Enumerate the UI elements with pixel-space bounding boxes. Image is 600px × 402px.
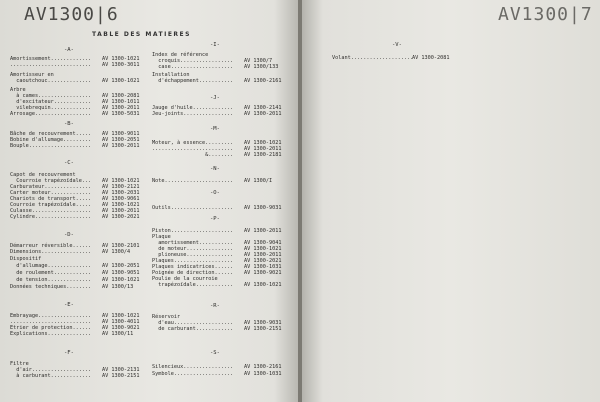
entry-label: Note...................... <box>152 178 234 184</box>
section-letter: -I- <box>210 42 220 48</box>
index-entry <box>332 55 450 61</box>
entry-label: .......................... <box>152 146 234 152</box>
entry-reference: AV 1300-2081 <box>412 55 450 61</box>
entry-reference: AV 1300-9021 <box>102 325 140 331</box>
entry-label: de carburant............ <box>152 326 234 332</box>
entry-label: à cames................. <box>10 93 92 99</box>
entry-label: Plaques indicatrices...... <box>152 264 234 270</box>
entry-label: Carburateur............... <box>10 184 92 190</box>
entry-reference: AV 1300-1021 <box>244 282 282 288</box>
entry-label: Données techniques........ <box>10 284 92 290</box>
entry-label: amortissement........... <box>152 240 234 246</box>
entry-label: Silencieux................ <box>152 364 234 370</box>
entry-label: Dispositif <box>10 256 42 262</box>
page-code: AV1300|7 <box>498 4 593 25</box>
entry-label: vilebrequin............. <box>10 105 92 111</box>
entry-reference: AV 1300-2051 <box>102 137 140 143</box>
section-letter: -R- <box>210 303 220 309</box>
entry-reference: AV 1300-2151 <box>102 373 140 379</box>
section-letter: -V- <box>392 42 402 48</box>
entry-label: Capot de recouvrement <box>10 172 76 178</box>
entry-reference: AV 1300-9021 <box>244 270 282 276</box>
index-entry <box>10 331 134 337</box>
entry-label: Carter moteur............. <box>10 190 92 196</box>
entry-reference: AV 1300-1021 <box>244 246 282 252</box>
section-letter: -N- <box>210 166 220 172</box>
entry-label: Poulie de la courroie <box>152 276 218 282</box>
entry-label: Arbre <box>10 87 26 93</box>
entry-reference: AV 1300-9031 <box>244 205 282 211</box>
index-entry <box>10 277 140 283</box>
index-entry <box>10 111 140 117</box>
entry-reference: AV 1300-2011 <box>244 146 282 152</box>
entry-reference: AV 1300-1021 <box>244 140 282 146</box>
entry-label: .......................... <box>10 319 92 325</box>
entry-reference: AV 1300-2141 <box>244 105 282 111</box>
entry-reference: AV 1300-1021 <box>102 202 140 208</box>
entry-label: Installation <box>152 72 190 78</box>
entry-label: Jeu-joints................ <box>152 111 234 117</box>
entry-label: à carburant............. <box>10 373 92 379</box>
section-letter: -D- <box>64 232 74 238</box>
entry-label: d'air................... <box>10 367 92 373</box>
section-letter: -F- <box>64 350 74 356</box>
index-entry <box>152 152 282 158</box>
entry-label: Piston.................... <box>152 228 234 234</box>
entry-label: Culasse................... <box>10 208 92 214</box>
index-entry <box>152 205 282 211</box>
entry-label: case.................... <box>152 64 234 70</box>
entry-reference: AV 1300-2161 <box>244 364 282 370</box>
entry-reference: AV 1300-9011 <box>102 131 140 137</box>
entry-label: Etrier de protection...... <box>10 325 92 331</box>
index-entry <box>152 78 282 84</box>
entry-reference: AV 1300-2021 <box>102 214 140 220</box>
index-entry <box>10 214 140 220</box>
entry-reference: AV 1300-2011 <box>244 252 282 258</box>
entry-reference: AV 1300/4 <box>102 249 131 255</box>
entry-reference: AV 1300-9051 <box>102 270 140 276</box>
entry-label: plioneuse............... <box>152 252 234 258</box>
entry-reference: AV 1300-5031 <box>102 111 140 117</box>
entry-reference: AV 1300-2011 <box>102 105 140 111</box>
entry-label: Plaques................... <box>152 258 234 264</box>
entry-reference: AV 1300-1031 <box>244 264 282 270</box>
index-entry <box>10 373 140 379</box>
entry-label: Embrayage................. <box>10 313 92 319</box>
index-entry <box>152 282 282 288</box>
section-letter: -E- <box>64 302 74 308</box>
entry-label: Outils.................... <box>152 205 234 211</box>
entry-label: .......................... <box>10 62 92 68</box>
index-entry <box>152 64 279 70</box>
right-page <box>302 0 600 402</box>
entry-reference: AV 1300-2181 <box>244 152 282 158</box>
entry-reference: AV 1300/133 <box>244 64 279 70</box>
entry-reference: AV 1300-3011 <box>102 62 140 68</box>
section-letter: -A- <box>64 47 74 53</box>
entry-reference: AV 1300/11 <box>102 331 134 337</box>
entry-label: trapézoïdale............ <box>152 282 234 288</box>
entry-label: d'allumage.............. <box>10 263 92 269</box>
entry-reference: AV 1300-1021 <box>102 313 140 319</box>
entry-reference: AV 1300-2051 <box>102 263 140 269</box>
entry-label: de moteur............... <box>152 246 234 252</box>
entry-label: Explications.............. <box>10 331 92 337</box>
entry-reference: AV 1300-2151 <box>244 326 282 332</box>
index-entry <box>10 143 140 149</box>
entry-label: d'eau................... <box>152 320 234 326</box>
entry-reference: AV 1300-2081 <box>102 93 140 99</box>
entry-label: Moteur, à essence......... <box>152 140 234 146</box>
index-entry <box>10 62 140 68</box>
section-letter: -O- <box>210 190 220 196</box>
index-entry <box>10 78 140 84</box>
entry-label: Réservoir <box>152 314 181 320</box>
entry-reference: AV 1300-2021 <box>244 258 282 264</box>
entry-reference: AV 1300-1021 <box>102 178 140 184</box>
entry-label: Poignée de direction...... <box>152 270 234 276</box>
section-letter: -B- <box>64 121 74 127</box>
entry-label: Dimensions................ <box>10 249 92 255</box>
entry-label: Jauge d'huile............. <box>152 105 234 111</box>
section-letter: -M- <box>210 126 220 132</box>
entry-label: Bobine d'allumage......... <box>10 137 92 143</box>
entry-label: Chariots de transport..... <box>10 196 92 202</box>
entry-label: Symbole................... <box>152 371 234 377</box>
entry-label: Arrosage.................. <box>10 111 92 117</box>
bleed-through <box>452 100 572 361</box>
entry-label: de tension.............. <box>10 277 92 283</box>
entry-label: caoutchouc.............. <box>10 78 92 84</box>
entry-label: de roulement............ <box>10 270 92 276</box>
entry-label: Bouple.................... <box>10 143 92 149</box>
entry-label: Index de référence <box>152 52 209 58</box>
entry-reference: AV 1300-9041 <box>244 240 282 246</box>
index-entry <box>152 364 282 370</box>
entry-reference: AV 1300-2011 <box>102 208 140 214</box>
entry-label: d'échappement........... <box>152 78 234 84</box>
entry-label: Bâche de recouvrement..... <box>10 131 92 137</box>
entry-reference: AV 1300-1011 <box>102 99 140 105</box>
entry-reference: AV 1300-2121 <box>102 184 140 190</box>
entry-label: Démarreur réversible...... <box>10 243 92 249</box>
entry-reference: AV 1300-2101 <box>102 243 140 249</box>
entry-reference: AV 1300-9031 <box>244 320 282 326</box>
table-title: TABLE DES MATIERES <box>92 31 191 38</box>
entry-reference: AV 1300-2011 <box>244 228 282 234</box>
entry-reference: AV 1300/13 <box>102 284 134 290</box>
index-entry <box>10 263 140 269</box>
left-page <box>0 0 298 402</box>
entry-label: Amortisseur en <box>10 72 54 78</box>
entry-label: Volant.................... <box>332 55 414 61</box>
entry-label: d'excitateur............ <box>10 99 92 105</box>
index-entry <box>152 178 273 184</box>
entry-reference: AV 1300/7 <box>244 58 273 64</box>
section-letter: -C- <box>64 160 74 166</box>
entry-reference: AV 1300-2161 <box>244 78 282 84</box>
index-entry <box>152 371 282 377</box>
entry-label: &........ <box>152 152 234 158</box>
index-entry <box>10 256 41 262</box>
section-letter: -J- <box>210 95 220 101</box>
entry-reference: AV 1300-2131 <box>102 367 140 373</box>
section-letter: -S- <box>210 350 220 356</box>
entry-label: Courroie trapézoïdale..... <box>10 202 92 208</box>
entry-reference: AV 1300-2031 <box>102 190 140 196</box>
entry-reference: AV 1300-1021 <box>102 56 140 62</box>
entry-reference: AV 1300-2011 <box>244 111 282 117</box>
entry-reference: AV 1300-2011 <box>102 143 140 149</box>
index-entry <box>10 284 134 290</box>
entry-label: Cylindre.................. <box>10 214 92 220</box>
index-entry <box>10 270 140 276</box>
entry-reference: AV 1300-1021 <box>102 277 140 283</box>
page-code: AV1300|6 <box>24 4 119 25</box>
entry-label: Filtre <box>10 361 29 367</box>
section-letter: -P- <box>210 216 220 222</box>
index-entry <box>152 326 282 332</box>
entry-label: Plaque <box>152 234 171 240</box>
entry-reference: AV 1300-4011 <box>102 319 140 325</box>
entry-label: Amortissement............. <box>10 56 92 62</box>
index-entry <box>152 111 282 117</box>
entry-reference: AV 1300-9061 <box>102 196 140 202</box>
index-entry <box>10 249 131 255</box>
entry-reference: AV 1300-1021 <box>102 78 140 84</box>
entry-reference: AV 1300-1031 <box>244 371 282 377</box>
entry-reference: AV 1300/I <box>244 178 273 184</box>
entry-label: croquis................. <box>152 58 234 64</box>
entry-label: Courroie trapézoïdale... <box>10 178 92 184</box>
